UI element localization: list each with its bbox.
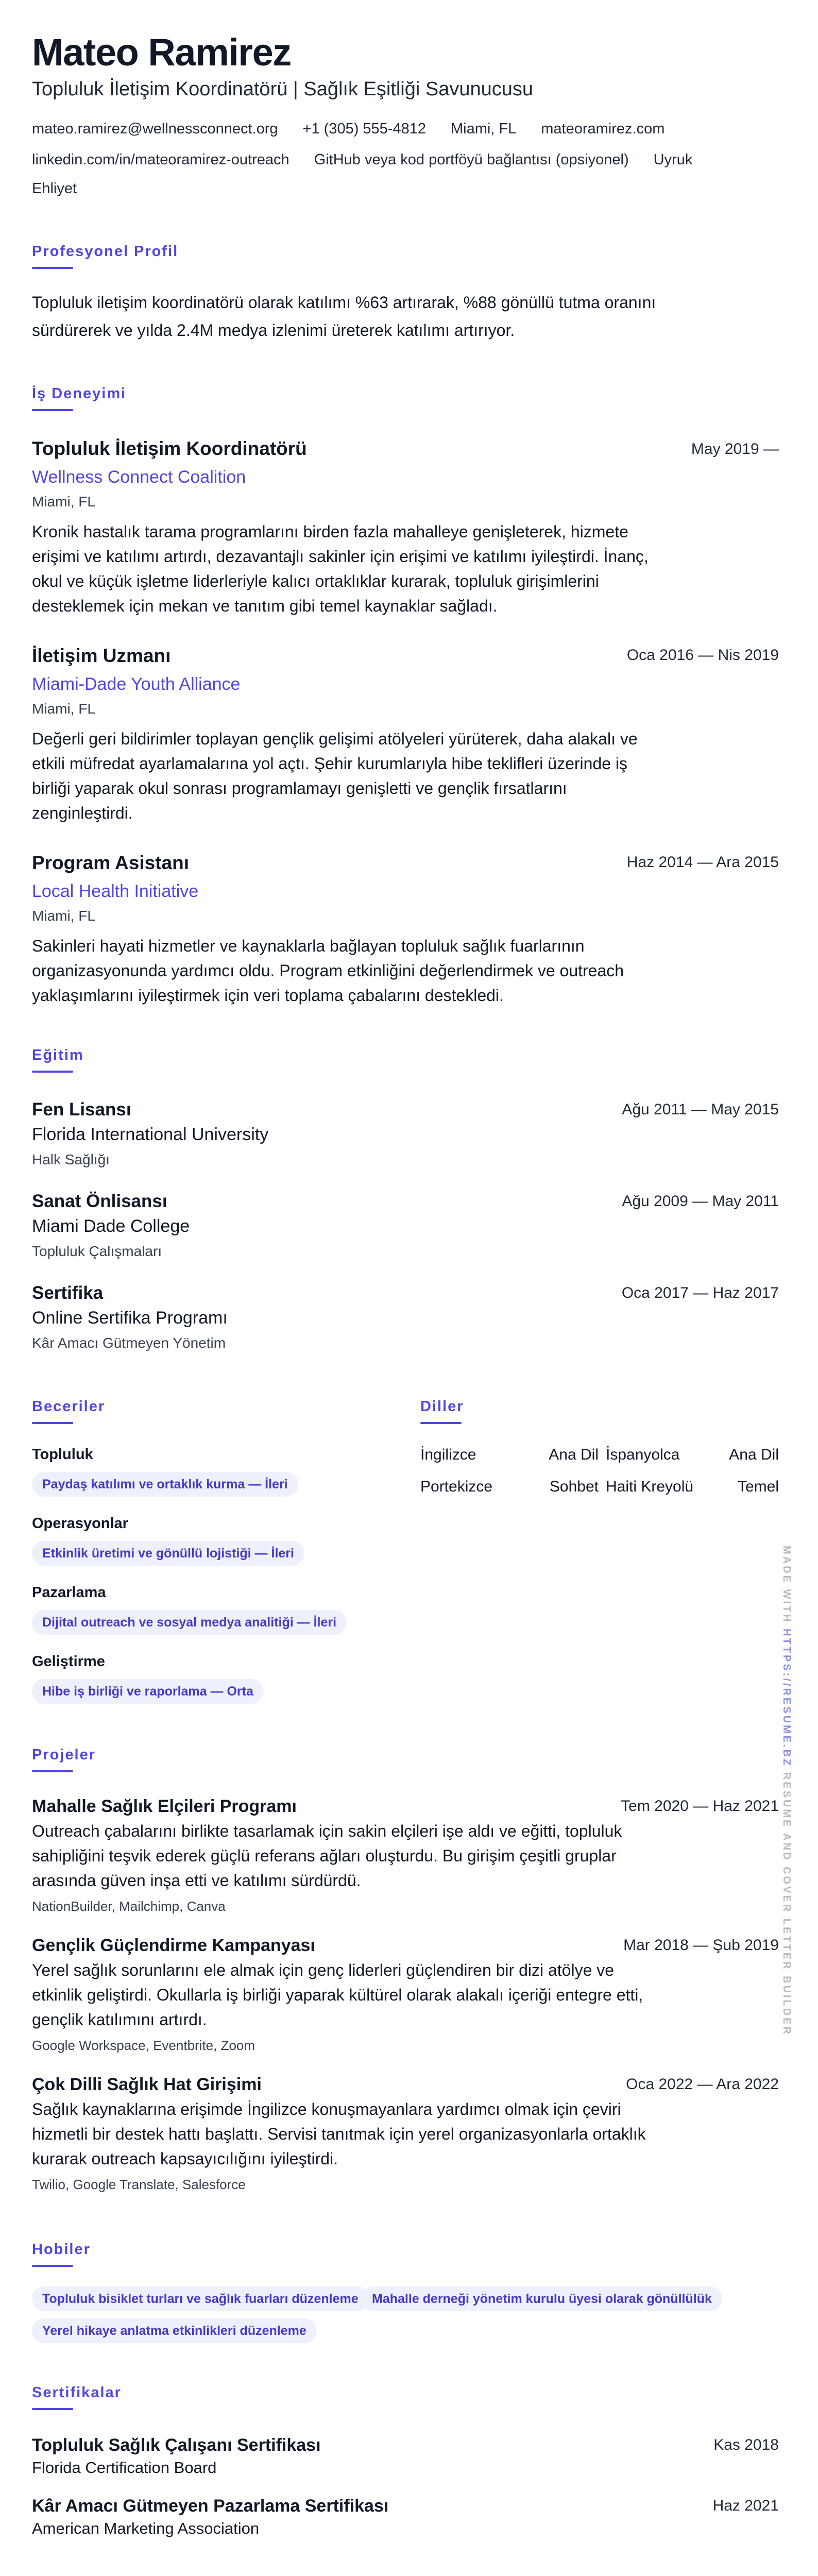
section-rule-projects xyxy=(32,1770,73,1772)
skill-pill: Etkinlik üretimi ve gönüllü lojistiği — İleri xyxy=(32,1541,304,1566)
experience-location: Miami, FL xyxy=(32,908,95,924)
certificate-date: Haz 2021 xyxy=(712,2497,779,2514)
skill-category: Geliştirme xyxy=(32,1653,105,1670)
candidate-name: Mateo Ramirez xyxy=(32,31,291,74)
skill-category: Operasyonlar xyxy=(32,1515,128,1532)
section-title-experience: İş Deneyimi xyxy=(32,385,127,402)
project-title: Çok Dilli Sağlık Hat Girişimi xyxy=(32,2075,262,2094)
experience-title: Topluluk İletişim Koordinatörü xyxy=(32,438,307,459)
profile-summary: Topluluk iletişim koordinatörü olarak katılımı %63 artırarak, %88 gönüllü tutma oranını sürdürerek ve yılda 2.4M medya izlenimi üreterek katılımı artırıyor. xyxy=(32,293,656,340)
skill-pill: Hibe iş birliği ve raporlama — Orta xyxy=(32,1679,264,1704)
skill-pill: Paydaş katılımı ve ortaklık kurma — İleri xyxy=(32,1472,298,1497)
language-name: İngilizce xyxy=(420,1446,476,1463)
hobby-pill: Yerel hikaye anlatma etkinlikleri düzenleme xyxy=(32,2318,317,2343)
section-title-hobbies: Hobiler xyxy=(32,2241,91,2258)
skill-pill: Dijital outreach ve sosyal medya analitiği — İleri xyxy=(32,1610,347,1635)
language-level: Temel xyxy=(737,1478,779,1495)
education-field: Kâr Amacı Gütmeyen Yönetim xyxy=(32,1335,226,1351)
experience-location: Miami, FL xyxy=(32,494,95,510)
skill-category: Pazarlama xyxy=(32,1584,106,1601)
builder-watermark xyxy=(780,1546,792,2036)
hobby-pill: Topluluk bisiklet turları ve sağlık fuarları düzenleme xyxy=(32,2286,369,2311)
education-date: Oca 2017 — Haz 2017 xyxy=(621,1284,779,1301)
watermark-prefix: MADE WITH xyxy=(781,1546,792,1624)
experience-location: Miami, FL xyxy=(32,701,95,717)
experience-org: Miami-Dade Youth Alliance xyxy=(32,674,241,694)
project-description: Outreach çabalarını birlikte tasarlamak için sakin elçileri işe aldı ve eğitti, topluluk sahipliğini teşvik ederek güçlü referans ağları oluşturdu. Bu girişim çeşitli gruplar arasında güven inşa etti ve katılımı sürdürdü. xyxy=(32,1822,622,1890)
education-field: Topluluk Çalışmaları xyxy=(32,1243,162,1259)
education-school: Online Sertifika Programı xyxy=(32,1308,228,1328)
language-level: Sohbet xyxy=(549,1478,599,1495)
section-title-projects: Projeler xyxy=(32,1747,96,1763)
experience-title: İletişim Uzmanı xyxy=(32,645,171,666)
project-tech: Twilio, Google Translate, Salesforce xyxy=(32,2177,246,2192)
watermark-suffix: RESUME AND COVER LETTER BUILDER xyxy=(781,1772,792,2036)
project-description: Sağlık kaynaklarına erişimde İngilizce konuşmayanlara yardımcı olmak için çeviri hizmetli bir destek hattı başlattı. Servisi tanıtmak için yerel organizasyonlarla ortaklık kurarak outreach kapsayıcılığını iyileştirdi. xyxy=(32,2100,646,2168)
certificate-date: Kas 2018 xyxy=(713,2436,779,2453)
skill-category: Topluluk xyxy=(32,1446,93,1463)
education-school: Miami Dade College xyxy=(32,1216,190,1236)
education-field: Halk Sağlığı xyxy=(32,1151,110,1167)
section-rule-profile xyxy=(32,267,73,269)
contact-nationality: Uyruk xyxy=(653,151,693,168)
experience-date: Haz 2014 — Ara 2015 xyxy=(626,854,779,871)
section-rule-certificates xyxy=(32,2408,73,2410)
contact-line-3 xyxy=(32,178,784,199)
experience-date: Oca 2016 — Nis 2019 xyxy=(626,647,779,664)
contact-location: Miami, FL xyxy=(450,121,517,137)
watermark-link[interactable]: HTTPS://RESUME.BZ xyxy=(781,1629,792,1768)
certificate-issuer: American Marketing Association xyxy=(32,2519,260,2537)
experience-description: Sakinleri hayati hizmetler ve kaynaklarla bağlayan topluluk sağlık fuarlarının organizasyonunda yardımcı oldu. Program etkinliğini değerlendirmek ve outreach yaklaşımlarını iyileştirmek için veri toplama çabalarını destekledi. xyxy=(32,937,624,1005)
experience-org: Wellness Connect Coalition xyxy=(32,467,246,487)
certificate-issuer: Florida Certification Board xyxy=(32,2459,217,2477)
contact-phone[interactable]: +1 (305) 555-4812 xyxy=(302,121,426,137)
experience-date: May 2019 — xyxy=(691,440,779,457)
certificate-title: Topluluk Sağlık Çalışanı Sertifikası xyxy=(32,2435,321,2455)
language-name: Haiti Kreyolü xyxy=(606,1478,694,1495)
section-rule-languages xyxy=(420,1422,462,1424)
experience-org: Local Health Initiative xyxy=(32,882,199,901)
contact-github[interactable]: GitHub veya kod portföyü bağlantısı (opsiyonel) xyxy=(314,151,629,168)
section-rule-experience xyxy=(32,409,73,411)
section-rule-skills xyxy=(32,1422,73,1424)
experience-description: Kronik hastalık tarama programlarını birden fazla mahalleye genişleterek, hizmete erişimi ve katılımı artırdı, dezavantajlı sakinler için erişimi ve katılımı iyileştirdi. İnanç, okul ve küçük işletme liderleriyle kalıcı ortaklıklar kurarak, topluluk girişimlerini desteklemek için mekan ve tanıtım gibi temel kaynaklar sağladı. xyxy=(32,522,649,615)
contact-line-2 xyxy=(32,149,784,170)
education-date: Ağu 2011 — May 2015 xyxy=(622,1101,779,1118)
education-degree: Fen Lisansı xyxy=(32,1099,131,1120)
section-title-languages: Diller xyxy=(420,1398,464,1415)
language-level: Ana Dil xyxy=(729,1446,779,1463)
education-school: Florida International University xyxy=(32,1125,269,1144)
contact-line-1 xyxy=(32,118,784,139)
certificate-title: Kâr Amacı Gütmeyen Pazarlama Sertifikası xyxy=(32,2496,389,2516)
language-name: İspanyolca xyxy=(606,1446,680,1463)
experience-description: Değerli geri bildirimler toplayan gençlik gelişimi atölyeleri yürüterek, daha alakalı ve etkili müfredat ayarlamalarına yol açtı. Şehir kurumlarıyla hibe teklifleri üzerinde iş birliği yaparak okul sonrası programlamayı genişletti ve gençlik fırsatlarını zenginleştirdi. xyxy=(32,730,638,822)
project-tech: NationBuilder, Mailchimp, Canva xyxy=(32,1899,226,1914)
project-date: Mar 2018 — Şub 2019 xyxy=(623,1937,779,1954)
project-date: Tem 2020 — Haz 2021 xyxy=(621,1798,779,1815)
section-title-skills: Beceriler xyxy=(32,1398,106,1415)
section-rule-hobbies xyxy=(32,2265,73,2267)
language-level: Ana Dil xyxy=(549,1446,599,1463)
experience-title: Program Asistanı xyxy=(32,852,189,873)
education-date: Ağu 2009 — May 2011 xyxy=(622,1193,779,1210)
contact-license: Ehliyet xyxy=(32,180,77,197)
project-description: Yerel sağlık sorunlarını ele almak için genç liderleri güçlendiren bir dizi atölye ve etkinlik geliştirdi. Okullarla iş birliği yaparak kültürel olarak alakalı içeriği entegre etti, gençlik katılımını artırdı. xyxy=(32,1961,643,2029)
section-title-education: Eğitim xyxy=(32,1047,84,1063)
contact-linkedin[interactable]: linkedin.com/in/mateoramirez-outreach xyxy=(32,151,289,168)
section-title-certificates: Sertifikalar xyxy=(32,2384,122,2401)
contact-website[interactable]: mateoramirez.com xyxy=(541,121,665,137)
candidate-headline: Topluluk İletişim Koordinatörü | Sağlık Eşitliği Savunucusu xyxy=(32,78,534,100)
project-title: Mahalle Sağlık Elçileri Programı xyxy=(32,1797,297,1816)
hobby-pill: Mahalle derneği yönetim kurulu üyesi olarak gönüllülük xyxy=(362,2286,722,2311)
project-tech: Google Workspace, Eventbrite, Zoom xyxy=(32,2038,255,2053)
language-name: Portekizce xyxy=(420,1478,493,1495)
section-title-profile: Profesyonel Profil xyxy=(32,243,179,260)
section-rule-education xyxy=(32,1071,73,1073)
education-degree: Sertifika xyxy=(32,1283,104,1303)
project-date: Oca 2022 — Ara 2022 xyxy=(626,2076,779,2093)
contact-email[interactable]: mateo.ramirez@wellnessconnect.org xyxy=(32,121,278,137)
education-degree: Sanat Önlisansı xyxy=(32,1191,167,1211)
project-title: Gençlik Güçlendirme Kampanyası xyxy=(32,1936,315,1955)
